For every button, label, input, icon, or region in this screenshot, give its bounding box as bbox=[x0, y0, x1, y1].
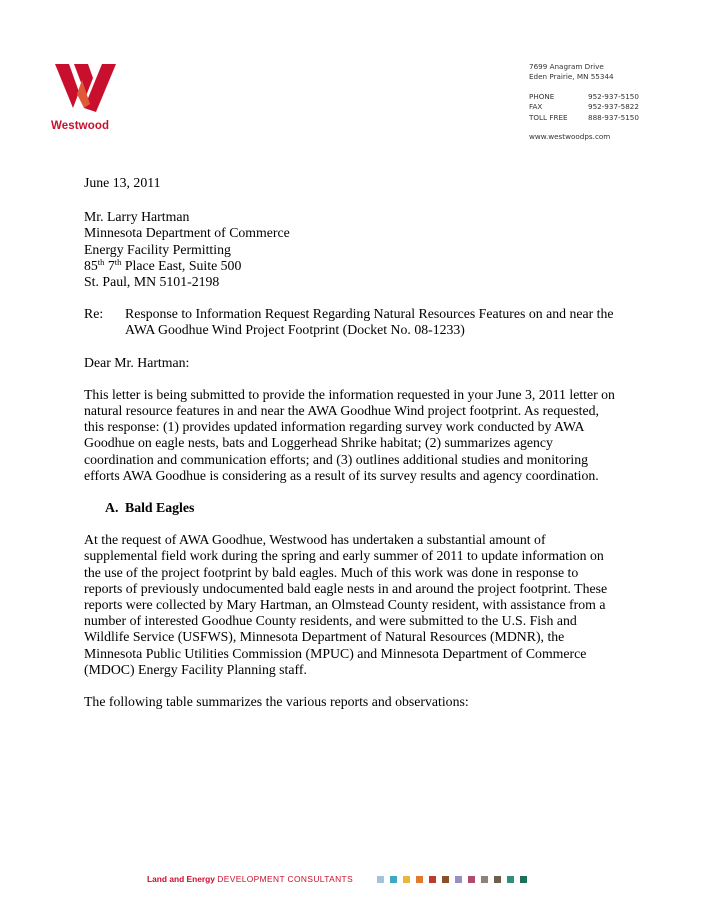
footer-square bbox=[468, 876, 475, 883]
recipient-address bbox=[84, 209, 644, 290]
footer-square bbox=[481, 876, 488, 883]
fax-label: FAX bbox=[529, 102, 543, 112]
re-text: Response to Information Request Regarding Natural Resources Features on and near the AWA Goodhue Wind Project Footprint (Docket No. 08-1233) bbox=[125, 306, 614, 338]
website: www.westwoodps.com bbox=[529, 132, 611, 142]
letter-date: June 13, 2011 bbox=[84, 175, 161, 190]
fax-value: 952-937-5822 bbox=[588, 102, 639, 112]
footer-tagline bbox=[147, 874, 353, 884]
footer-square bbox=[377, 876, 384, 883]
phone-row bbox=[529, 92, 639, 102]
footer-square bbox=[390, 876, 397, 883]
tollfree-value: 888-937-5150 bbox=[588, 112, 639, 122]
salutation: Dear Mr. Hartman: bbox=[84, 354, 190, 370]
footer-square bbox=[455, 876, 462, 883]
tollfree-row bbox=[529, 113, 639, 123]
footer-bold: Land and Energy bbox=[147, 874, 215, 884]
recipient-street: 85th 7th Place East, Suite 500 bbox=[84, 256, 242, 273]
paragraph-bald-eagles: At the request of AWA Goodhue, Westwood has undertaken a substantial amount of supplemental field work during the spring and early summer of 2011 to update information on the use of the project footprint by bald eagles. Much of this work was done in response to reports of previously undocumented bald eagle nests in and around the project footprint. These reports were collected by Mary Hartman, an Olmstead County resident, with assistance from a number of interested Goodhue County residents, and were submitted to the U.S. Fish and Wildlife Service (USFWS), Minnesota Department of Natural Resources (MDNR), the Minnesota Public Utilities Commission (MPUC) and Minnesota Department of Commerce (MDOC) Energy Facility Planning staff. bbox=[84, 532, 608, 677]
footer-square bbox=[403, 876, 410, 883]
fax-row bbox=[529, 102, 639, 112]
footer-square bbox=[494, 876, 501, 883]
recipient-name: Mr. Larry Hartman bbox=[84, 209, 190, 225]
footer-color-squares bbox=[377, 876, 533, 883]
phone-value: 952-937-5150 bbox=[588, 91, 639, 101]
logo-wordmark: Westwood bbox=[51, 120, 110, 132]
recipient-dept: Energy Facility Permitting bbox=[84, 241, 231, 257]
recipient-city: St. Paul, MN 5101-2198 bbox=[84, 274, 220, 290]
recipient-org: Minnesota Department of Commerce bbox=[84, 225, 290, 241]
paragraph-table-intro: The following table summarizes the various reports and observations: bbox=[84, 694, 469, 710]
address-line-2: Eden Prairie, MN 55344 bbox=[529, 72, 614, 82]
westwood-w-icon bbox=[55, 64, 117, 112]
tollfree-label: TOLL FREE bbox=[529, 112, 568, 122]
section-heading: A. Bald Eagles bbox=[105, 500, 195, 516]
letter-body bbox=[84, 175, 644, 726]
letterhead-contact bbox=[529, 62, 639, 142]
footer-square bbox=[507, 876, 514, 883]
footer-square bbox=[429, 876, 436, 883]
phone-label: PHONE bbox=[529, 91, 555, 101]
subject-line bbox=[84, 306, 644, 338]
address-line-1: 7699 Anagram Drive bbox=[529, 62, 604, 71]
footer-square bbox=[416, 876, 423, 883]
footer-square bbox=[520, 876, 527, 883]
footer-square bbox=[442, 876, 449, 883]
footer-light: DEVELOPMENT CONSULTANTS bbox=[217, 874, 354, 884]
re-label: Re: bbox=[84, 306, 104, 322]
westwood-logo bbox=[50, 64, 122, 136]
paragraph-intro: This letter is being submitted to provide the information requested in your June 3, 2011 letter on natural resource features in and near the AWA Goodhue Wind project footprint. As requested, this response: (1) provides updated information regarding survey work conducted by AWA Goodhue on eagle nests, bats and Loggerhead Shrike habitat; (2) summarizes agency coordination and communication efforts; and (3) outlines additional studies and monitoring efforts AWA Goodhue is considering as a result of its survey results and agency coordination. bbox=[84, 386, 615, 483]
